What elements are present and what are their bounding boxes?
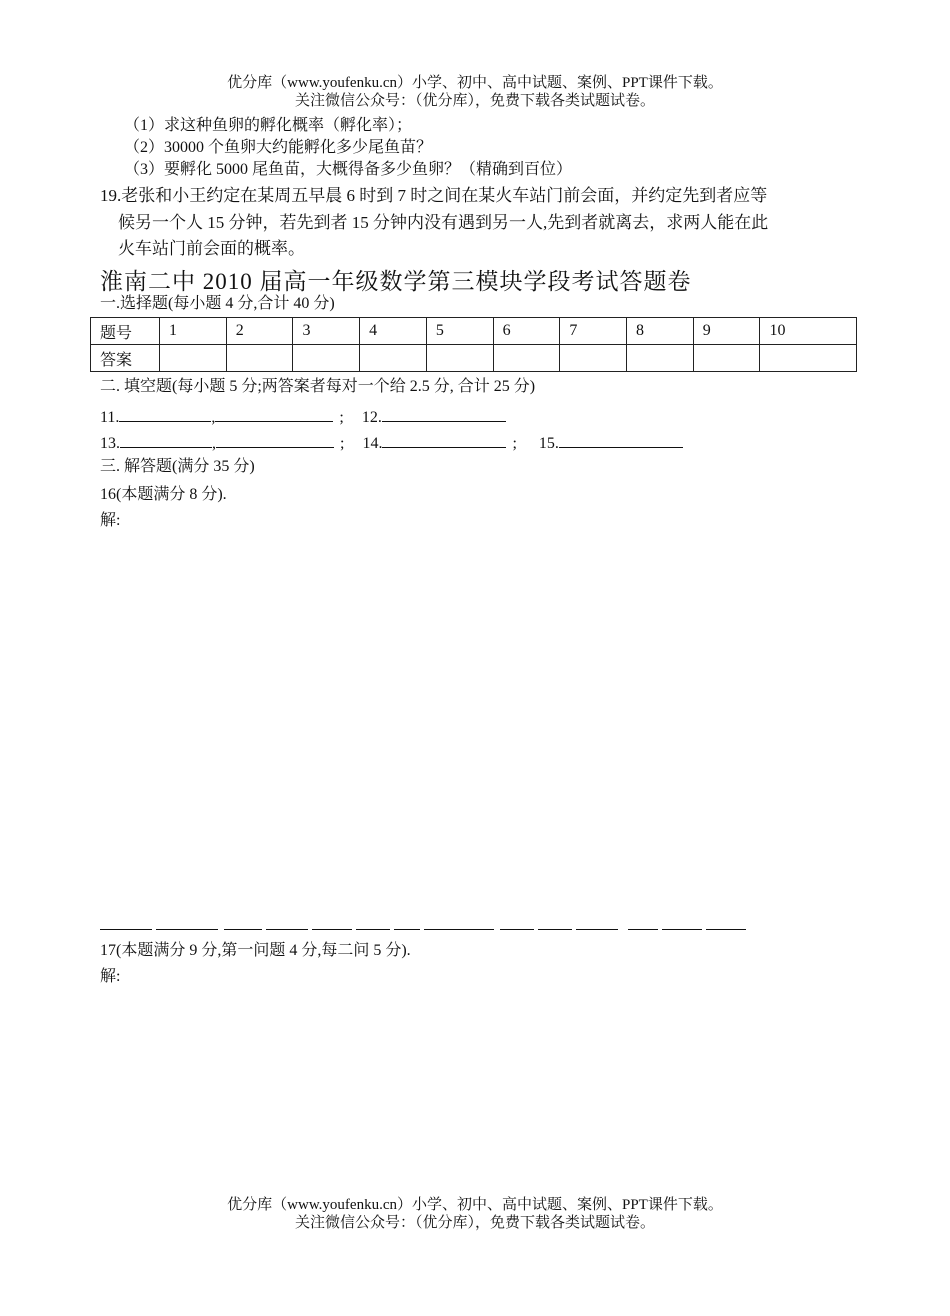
cut-line (100, 916, 750, 936)
choice-answer-table (90, 317, 857, 372)
question-number-cell: 3 (293, 318, 360, 345)
answer-cell[interactable] (426, 345, 493, 372)
question-number-cell: 2 (226, 318, 293, 345)
q16-solve-label: 解: (100, 512, 121, 529)
semicolon: ; (512, 435, 517, 452)
question-number-cell: 10 (760, 318, 857, 345)
question-number-cell: 1 (160, 318, 227, 345)
site-footer-line1: 优分库（www.youfenku.cn）小学、初中、高中试题、案例、PPT课件下载。 (227, 1197, 723, 1213)
q18-part-1: （1）求这种鱼卵的孵化概率（孵化率）； (124, 117, 413, 134)
q19-line-3: 火车站门前会面的概率。 (118, 239, 305, 258)
label-15: 15. (538, 435, 559, 452)
label-12: 12. (361, 409, 382, 426)
answer-cell[interactable] (760, 345, 857, 372)
question-number-cell: 9 (693, 318, 760, 345)
answer-cell[interactable] (160, 345, 227, 372)
question-number-cell: 4 (360, 318, 427, 345)
blank-12[interactable] (382, 405, 506, 422)
label-13: 13. (100, 435, 120, 452)
label-14: 14. (362, 435, 383, 452)
q17-heading: 17(本题满分 9 分,第一问题 4 分,每二问 5 分). (100, 942, 411, 959)
label-11: 11. (100, 409, 120, 426)
answer-cell[interactable] (226, 345, 293, 372)
blank-13a[interactable] (120, 431, 212, 448)
q18-part-3: （3）要孵化 5000 尾鱼苗，大概得备多少鱼卵？（精确到百位） (124, 161, 573, 178)
q17-solve-label: 解: (100, 968, 121, 985)
q19-line-1: 19.老张和小王约定在某周五早晨 6 时到 7 时之间在某火车站门前会面，并约定先到者应等 (100, 186, 768, 205)
section1-heading: 一.选择题(每小题 4 分,合计 40 分) (100, 295, 335, 312)
answer-cell[interactable] (360, 345, 427, 372)
answer-cell[interactable] (293, 345, 360, 372)
q16-heading: 16(本题满分 8 分). (100, 486, 227, 503)
comma: , (211, 409, 216, 426)
answer-sheet-title: 淮南二中 2010 届高一年级数学第三模块学段考试答题卷 (100, 269, 692, 294)
row-label-number: 题号 (91, 318, 160, 345)
question-number-cell: 5 (426, 318, 493, 345)
section2-heading: 二. 填空题(每小题 5 分;两答案者每对一个给 2.5 分, 合计 25 分) (100, 378, 536, 395)
comma: , (212, 435, 216, 452)
blank-11a[interactable] (119, 405, 211, 422)
section3-heading: 三. 解答题(满分 35 分) (100, 458, 255, 475)
fill-line-13-15 (100, 431, 683, 454)
blank-11b[interactable] (215, 405, 333, 422)
answer-cell[interactable] (493, 345, 560, 372)
answer-cell[interactable] (560, 345, 627, 372)
answer-cell[interactable] (693, 345, 760, 372)
site-header-line1: 优分库（www.youfenku.cn）小学、初中、高中试题、案例、PPT课件下载。 (227, 75, 723, 91)
blank-13b[interactable] (216, 431, 334, 448)
site-footer-line2: 关注微信公众号：（优分库），免费下载各类试题试卷。 (294, 1215, 655, 1231)
site-header-line2: 关注微信公众号：（优分库），免费下载各类试题试卷。 (294, 93, 655, 109)
row-label-answer: 答案 (91, 345, 160, 372)
semicolon: ; (339, 409, 344, 426)
semicolon: ; (340, 435, 345, 452)
table-row-answers (91, 345, 857, 372)
q18-part-2: （2）30000 个鱼卵大约能孵化多少尾鱼苗？ (124, 139, 433, 156)
blank-15[interactable] (559, 431, 683, 448)
question-number-cell: 7 (560, 318, 627, 345)
question-number-cell: 6 (493, 318, 560, 345)
fill-line-11-12 (100, 405, 506, 428)
answer-cell[interactable] (627, 345, 694, 372)
q19-line-2: 候另一个人 15 分钟，若先到者 15 分钟内没有遇到另一人,先到者就离去，求两人能在此 (118, 213, 769, 232)
table-row-numbers (91, 318, 857, 345)
blank-14[interactable] (382, 431, 506, 448)
question-number-cell: 8 (627, 318, 694, 345)
